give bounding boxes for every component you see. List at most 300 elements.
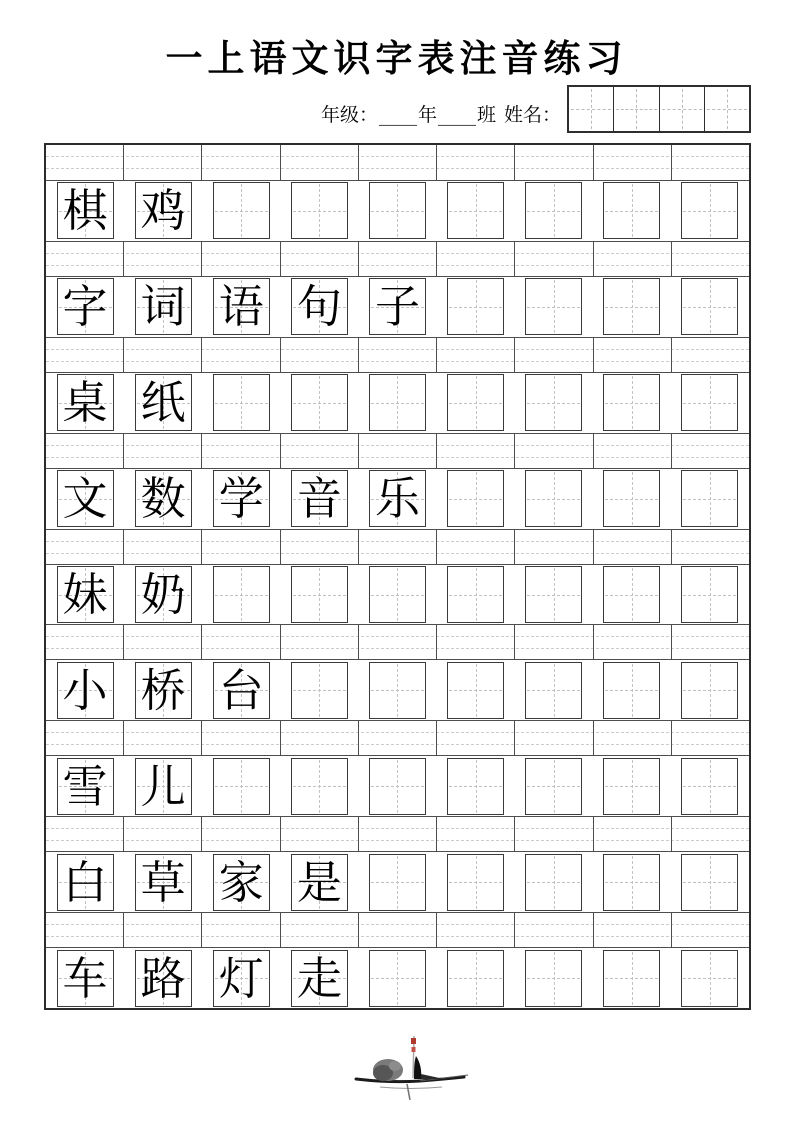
pinyin-cell (515, 721, 593, 755)
character-box (291, 566, 348, 623)
character-cell (46, 660, 124, 720)
character-glyph: 音 (296, 472, 342, 526)
box-horizontal-dashed-line (605, 882, 658, 883)
box-horizontal-dashed-line (683, 978, 736, 979)
box-horizontal-dashed-line (527, 978, 580, 979)
pinyin-cell (124, 721, 202, 755)
character-row (46, 852, 749, 912)
character-cell (515, 181, 593, 241)
character-cell (202, 277, 280, 337)
character-box (681, 854, 738, 911)
character-cell (280, 181, 358, 241)
character-box (213, 374, 270, 431)
box-horizontal-dashed-line (449, 978, 502, 979)
pinyin-ruled-strip (46, 241, 749, 277)
character-box (291, 950, 348, 1007)
character-cell (46, 852, 124, 912)
pinyin-cell (594, 530, 672, 564)
pinyin-cell (124, 530, 202, 564)
pinyin-cell (515, 530, 593, 564)
character-cell (280, 469, 358, 529)
row-unit (46, 912, 749, 1008)
character-cell (671, 660, 749, 720)
row-unit (46, 529, 749, 625)
character-cell (671, 469, 749, 529)
character-box (603, 566, 660, 623)
character-box (681, 662, 738, 719)
character-box (135, 278, 192, 335)
character-cell (593, 660, 671, 720)
pinyin-cell (359, 434, 437, 468)
character-row (46, 469, 749, 529)
character-row (46, 948, 749, 1008)
character-box (603, 950, 660, 1007)
character-box (57, 758, 114, 815)
character-box (447, 662, 504, 719)
box-horizontal-dashed-line (449, 882, 502, 883)
box-horizontal-dashed-line (527, 882, 580, 883)
character-box (525, 854, 582, 911)
pinyin-cell (672, 145, 749, 180)
pinyin-cell (46, 817, 124, 851)
pinyin-cell (46, 625, 124, 659)
box-horizontal-dashed-line (683, 499, 736, 500)
character-cell (515, 948, 593, 1008)
box-horizontal-dashed-line (527, 786, 580, 787)
character-box (603, 854, 660, 911)
character-box (57, 662, 114, 719)
character-cell (593, 277, 671, 337)
character-box (681, 950, 738, 1007)
row-unit (46, 624, 749, 720)
box-horizontal-dashed-line (527, 690, 580, 691)
pinyin-cell (672, 913, 749, 947)
name-box-horizontal-dashed-line (707, 109, 747, 110)
character-cell (437, 948, 515, 1008)
box-horizontal-dashed-line (605, 690, 658, 691)
character-row (46, 373, 749, 433)
pinyin-cell (281, 338, 359, 372)
name-box-horizontal-dashed-line (662, 109, 702, 110)
name-label: 姓名： (503, 104, 561, 126)
character-cell (358, 852, 436, 912)
pinyin-cell (515, 913, 593, 947)
pinyin-cell (672, 721, 749, 755)
pinyin-cell (437, 625, 515, 659)
character-cell (124, 565, 202, 625)
character-cell (124, 373, 202, 433)
character-glyph: 雪 (62, 759, 108, 813)
pinyin-cell (594, 913, 672, 947)
character-glyph: 学 (218, 472, 264, 526)
character-glyph: 白 (62, 855, 108, 909)
character-cell (671, 756, 749, 816)
pinyin-cell (437, 530, 515, 564)
pinyin-cell (46, 434, 124, 468)
pinyin-cell (515, 625, 593, 659)
character-box (525, 278, 582, 335)
character-box (135, 566, 192, 623)
character-cell (358, 756, 436, 816)
box-horizontal-dashed-line (449, 403, 502, 404)
character-box (213, 950, 270, 1007)
character-cell (671, 277, 749, 337)
character-box (291, 470, 348, 527)
character-cell (124, 948, 202, 1008)
character-cell (515, 565, 593, 625)
character-cell (593, 756, 671, 816)
character-cell (202, 660, 280, 720)
character-box (213, 278, 270, 335)
pinyin-cell (515, 434, 593, 468)
box-horizontal-dashed-line (293, 211, 346, 212)
character-glyph: 数 (140, 472, 186, 526)
box-horizontal-dashed-line (293, 786, 346, 787)
character-cell (358, 948, 436, 1008)
character-box (525, 950, 582, 1007)
pinyin-cell (594, 338, 672, 372)
character-box (369, 374, 426, 431)
box-horizontal-dashed-line (371, 595, 424, 596)
character-box (135, 950, 192, 1007)
character-box (525, 470, 582, 527)
character-glyph: 桥 (140, 663, 186, 717)
row-unit (46, 816, 749, 912)
character-box (369, 470, 426, 527)
character-glyph: 灯 (218, 951, 264, 1005)
character-box (135, 854, 192, 911)
box-horizontal-dashed-line (449, 690, 502, 691)
character-box (681, 182, 738, 239)
pinyin-cell (594, 817, 672, 851)
box-horizontal-dashed-line (371, 786, 424, 787)
header-text (321, 100, 561, 133)
pinyin-cell (46, 913, 124, 947)
character-box (525, 662, 582, 719)
box-horizontal-dashed-line (527, 499, 580, 500)
pinyin-cell (281, 242, 359, 276)
pinyin-cell (202, 145, 280, 180)
pinyin-cell (437, 145, 515, 180)
character-glyph: 字 (62, 280, 108, 334)
class-blank-field: ____ (437, 104, 476, 126)
pinyin-cell (46, 530, 124, 564)
name-box (614, 87, 659, 131)
pinyin-cell (515, 338, 593, 372)
character-cell (202, 373, 280, 433)
pinyin-cell (359, 145, 437, 180)
character-box (135, 662, 192, 719)
box-horizontal-dashed-line (371, 882, 424, 883)
pinyin-cell (594, 145, 672, 180)
pinyin-cell (281, 434, 359, 468)
pinyin-ruled-strip (46, 912, 749, 948)
character-box (447, 470, 504, 527)
character-cell (46, 373, 124, 433)
pinyin-cell (437, 242, 515, 276)
pinyin-cell (124, 817, 202, 851)
year-label: 年 (417, 104, 437, 126)
character-box (57, 950, 114, 1007)
box-horizontal-dashed-line (605, 978, 658, 979)
character-cell (124, 852, 202, 912)
character-box (369, 182, 426, 239)
box-horizontal-dashed-line (449, 499, 502, 500)
box-horizontal-dashed-line (683, 882, 736, 883)
box-horizontal-dashed-line (449, 595, 502, 596)
character-cell (358, 469, 436, 529)
pinyin-cell (672, 530, 749, 564)
row-unit (46, 433, 749, 529)
character-cell (280, 852, 358, 912)
pinyin-cell (281, 145, 359, 180)
character-box (291, 278, 348, 335)
character-box (603, 278, 660, 335)
pinyin-cell (359, 242, 437, 276)
character-glyph: 桌 (62, 376, 108, 430)
pinyin-cell (281, 721, 359, 755)
ink-boat-decoration (350, 1028, 470, 1108)
character-cell (280, 660, 358, 720)
character-box (447, 758, 504, 815)
box-horizontal-dashed-line (449, 307, 502, 308)
pinyin-cell (594, 625, 672, 659)
character-cell (671, 852, 749, 912)
pinyin-cell (46, 145, 124, 180)
pinyin-cell (594, 721, 672, 755)
character-cell (124, 277, 202, 337)
pinyin-cell (437, 913, 515, 947)
character-cell (437, 852, 515, 912)
name-box-horizontal-dashed-line (616, 109, 656, 110)
character-glyph: 词 (140, 280, 186, 334)
character-cell (358, 373, 436, 433)
pinyin-cell (672, 242, 749, 276)
name-box (705, 87, 749, 131)
box-horizontal-dashed-line (293, 595, 346, 596)
pinyin-cell (124, 338, 202, 372)
character-glyph: 是 (296, 855, 342, 909)
character-box (681, 758, 738, 815)
pinyin-cell (202, 242, 280, 276)
character-cell (671, 373, 749, 433)
grade-blank-field: ____ (378, 104, 417, 126)
character-cell (593, 181, 671, 241)
pinyin-cell (281, 530, 359, 564)
character-cell (202, 948, 280, 1008)
pinyin-cell (281, 913, 359, 947)
pinyin-cell (124, 434, 202, 468)
pinyin-cell (124, 242, 202, 276)
box-horizontal-dashed-line (371, 403, 424, 404)
character-glyph: 家 (218, 855, 264, 909)
box-horizontal-dashed-line (215, 595, 268, 596)
character-box (603, 470, 660, 527)
box-horizontal-dashed-line (371, 211, 424, 212)
box-horizontal-dashed-line (605, 786, 658, 787)
character-box (603, 758, 660, 815)
character-cell (202, 565, 280, 625)
character-cell (202, 852, 280, 912)
character-cell (124, 756, 202, 816)
character-box (57, 470, 114, 527)
class-label: 班 (476, 104, 496, 126)
character-cell (280, 565, 358, 625)
box-horizontal-dashed-line (683, 690, 736, 691)
character-box (57, 566, 114, 623)
character-cell (280, 373, 358, 433)
character-box (369, 950, 426, 1007)
character-glyph: 语 (218, 280, 264, 334)
character-glyph: 子 (374, 280, 420, 334)
character-cell (593, 373, 671, 433)
character-box (447, 182, 504, 239)
character-box (681, 374, 738, 431)
character-box (213, 470, 270, 527)
character-cell (515, 373, 593, 433)
box-horizontal-dashed-line (215, 211, 268, 212)
pinyin-cell (672, 625, 749, 659)
character-box (603, 662, 660, 719)
character-box (369, 758, 426, 815)
pinyin-cell (124, 625, 202, 659)
name-box-horizontal-dashed-line (571, 109, 611, 110)
box-horizontal-dashed-line (605, 499, 658, 500)
box-horizontal-dashed-line (683, 307, 736, 308)
character-box (681, 278, 738, 335)
pinyin-cell (46, 242, 124, 276)
character-cell (437, 469, 515, 529)
pinyin-cell (359, 338, 437, 372)
character-row (46, 756, 749, 816)
character-box (447, 374, 504, 431)
pinyin-cell (672, 817, 749, 851)
box-horizontal-dashed-line (371, 978, 424, 979)
box-horizontal-dashed-line (527, 211, 580, 212)
character-cell (593, 852, 671, 912)
character-cell (593, 469, 671, 529)
character-cell (437, 660, 515, 720)
pinyin-cell (515, 145, 593, 180)
pinyin-ruled-strip (46, 529, 749, 565)
worksheet-grid (44, 143, 751, 1010)
box-horizontal-dashed-line (683, 786, 736, 787)
character-box (57, 854, 114, 911)
character-glyph: 鸡 (140, 184, 186, 238)
character-cell (202, 181, 280, 241)
character-cell (46, 948, 124, 1008)
pinyin-cell (515, 242, 593, 276)
character-row (46, 277, 749, 337)
pinyin-cell (46, 338, 124, 372)
box-horizontal-dashed-line (683, 211, 736, 212)
pinyin-cell (359, 913, 437, 947)
character-box (213, 758, 270, 815)
character-cell (515, 852, 593, 912)
character-glyph: 棋 (62, 184, 108, 238)
character-box (213, 566, 270, 623)
row-unit (46, 337, 749, 433)
row-unit (46, 720, 749, 816)
character-glyph: 车 (62, 951, 108, 1005)
pinyin-cell (359, 817, 437, 851)
character-cell (124, 469, 202, 529)
box-horizontal-dashed-line (605, 403, 658, 404)
character-cell (124, 181, 202, 241)
character-box (681, 566, 738, 623)
box-horizontal-dashed-line (683, 403, 736, 404)
character-box (57, 374, 114, 431)
page-title: 一上语文识字表注音练习 (165, 36, 628, 80)
pinyin-cell (672, 434, 749, 468)
character-cell (46, 181, 124, 241)
character-cell (358, 277, 436, 337)
character-cell (671, 948, 749, 1008)
pinyin-cell (437, 721, 515, 755)
character-cell (358, 660, 436, 720)
character-glyph: 妹 (62, 568, 108, 621)
pinyin-cell (202, 913, 280, 947)
character-cell (437, 181, 515, 241)
character-box (213, 662, 270, 719)
pinyin-cell (202, 530, 280, 564)
name-box (569, 87, 614, 131)
character-cell (46, 756, 124, 816)
character-box (447, 278, 504, 335)
character-cell (280, 277, 358, 337)
character-box (291, 662, 348, 719)
character-cell (515, 277, 593, 337)
pinyin-ruled-strip (46, 624, 749, 660)
character-box (525, 374, 582, 431)
character-glyph: 文 (62, 472, 108, 526)
pinyin-cell (281, 625, 359, 659)
character-row (46, 565, 749, 625)
box-horizontal-dashed-line (449, 786, 502, 787)
character-cell (515, 660, 593, 720)
pinyin-cell (202, 338, 280, 372)
character-box (447, 950, 504, 1007)
box-horizontal-dashed-line (215, 403, 268, 404)
box-horizontal-dashed-line (371, 690, 424, 691)
character-cell (593, 565, 671, 625)
character-box (525, 182, 582, 239)
box-horizontal-dashed-line (605, 595, 658, 596)
character-glyph: 路 (140, 951, 186, 1005)
pinyin-ruled-strip (46, 720, 749, 756)
pinyin-ruled-strip (46, 337, 749, 373)
pinyin-cell (437, 434, 515, 468)
pinyin-cell (594, 434, 672, 468)
character-cell (280, 948, 358, 1008)
character-box (135, 758, 192, 815)
pinyin-cell (359, 530, 437, 564)
character-box (291, 758, 348, 815)
pinyin-ruled-strip (46, 816, 749, 852)
pinyin-cell (202, 434, 280, 468)
header-line (0, 85, 751, 133)
character-box (213, 854, 270, 911)
pinyin-cell (124, 913, 202, 947)
box-horizontal-dashed-line (215, 786, 268, 787)
character-box (525, 758, 582, 815)
box-horizontal-dashed-line (293, 690, 346, 691)
row-unit (46, 145, 749, 241)
box-horizontal-dashed-line (527, 307, 580, 308)
pinyin-ruled-strip (46, 145, 749, 181)
character-row (46, 181, 749, 241)
character-box (369, 278, 426, 335)
